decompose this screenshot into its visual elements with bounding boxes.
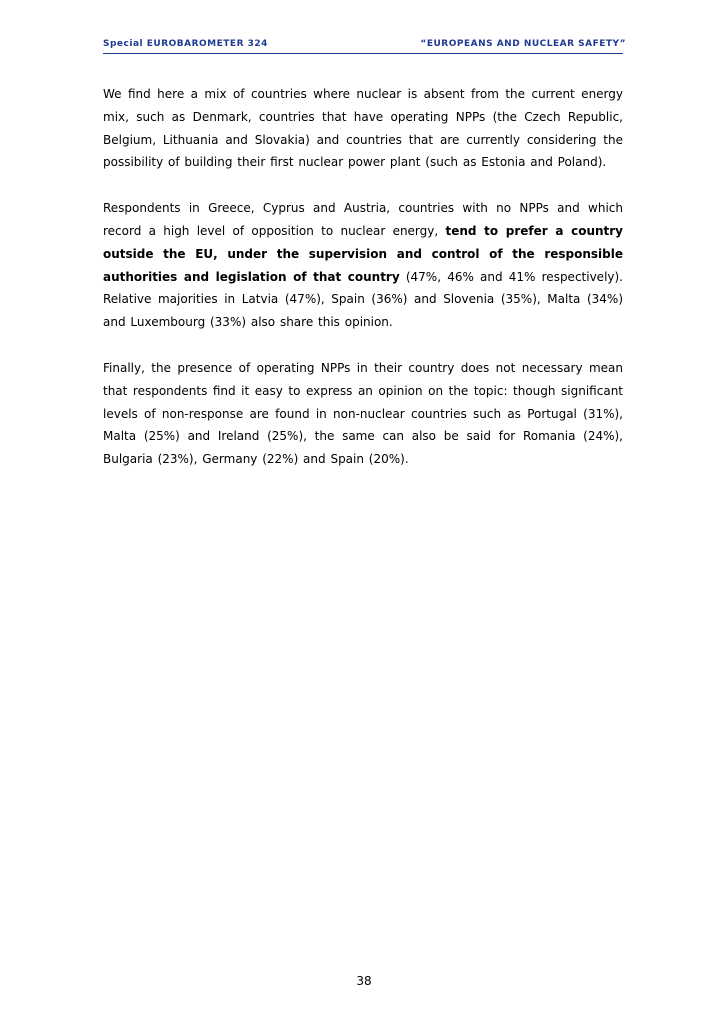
- paragraph-text: Respondents in Greece, Cyprus and Austria, countries with no NPPs and which record a high level of opposition to nuclear energy,: [103, 201, 623, 238]
- report-title: Special EUROBAROMETER 324: [103, 39, 268, 49]
- report-subtitle: “EUROPEANS AND NUCLEAR SAFETY”: [420, 39, 626, 49]
- page-number: 38: [356, 974, 372, 988]
- paragraph-text: (47%, 46% and 41% respectively). Relative majorities in Latvia (47%), Spain (36%) and Slovenia (35%), Malta (34%) and Luxembourg (33%) also share this opinion.: [103, 269, 623, 330]
- paragraph-country-mix: We find here a mix of countries where nuclear is absent from the current energy mix, such as Denmark, countries that have operating NPPs (the Czech Republic, Belgium, Lithuania and Slovakia) and countries that are currently considering the possibility of building their first nuclear power plant (such as Estonia and Poland).: [103, 87, 623, 170]
- paragraph-outside-eu-preference: [103, 197, 623, 334]
- paragraph-non-response: Finally, the presence of operating NPPs in their country does not necessary mean that respondents find it easy to express an opinion on the topic: though significant levels of non-response are found in non-nuclear countries such as Portugal (31%), Malta (25%) and Ireland (25%), the same can also be said for Romania (24%), Bulgaria (23%), Germany (22%) and Spain (20%).: [103, 360, 623, 467]
- page-header: [103, 39, 626, 54]
- emphasized-text: tend to prefer a country outside the EU, under the supervision and control of the responsible authorities and legislation of that country: [103, 223, 623, 284]
- document-body: [103, 83, 623, 494]
